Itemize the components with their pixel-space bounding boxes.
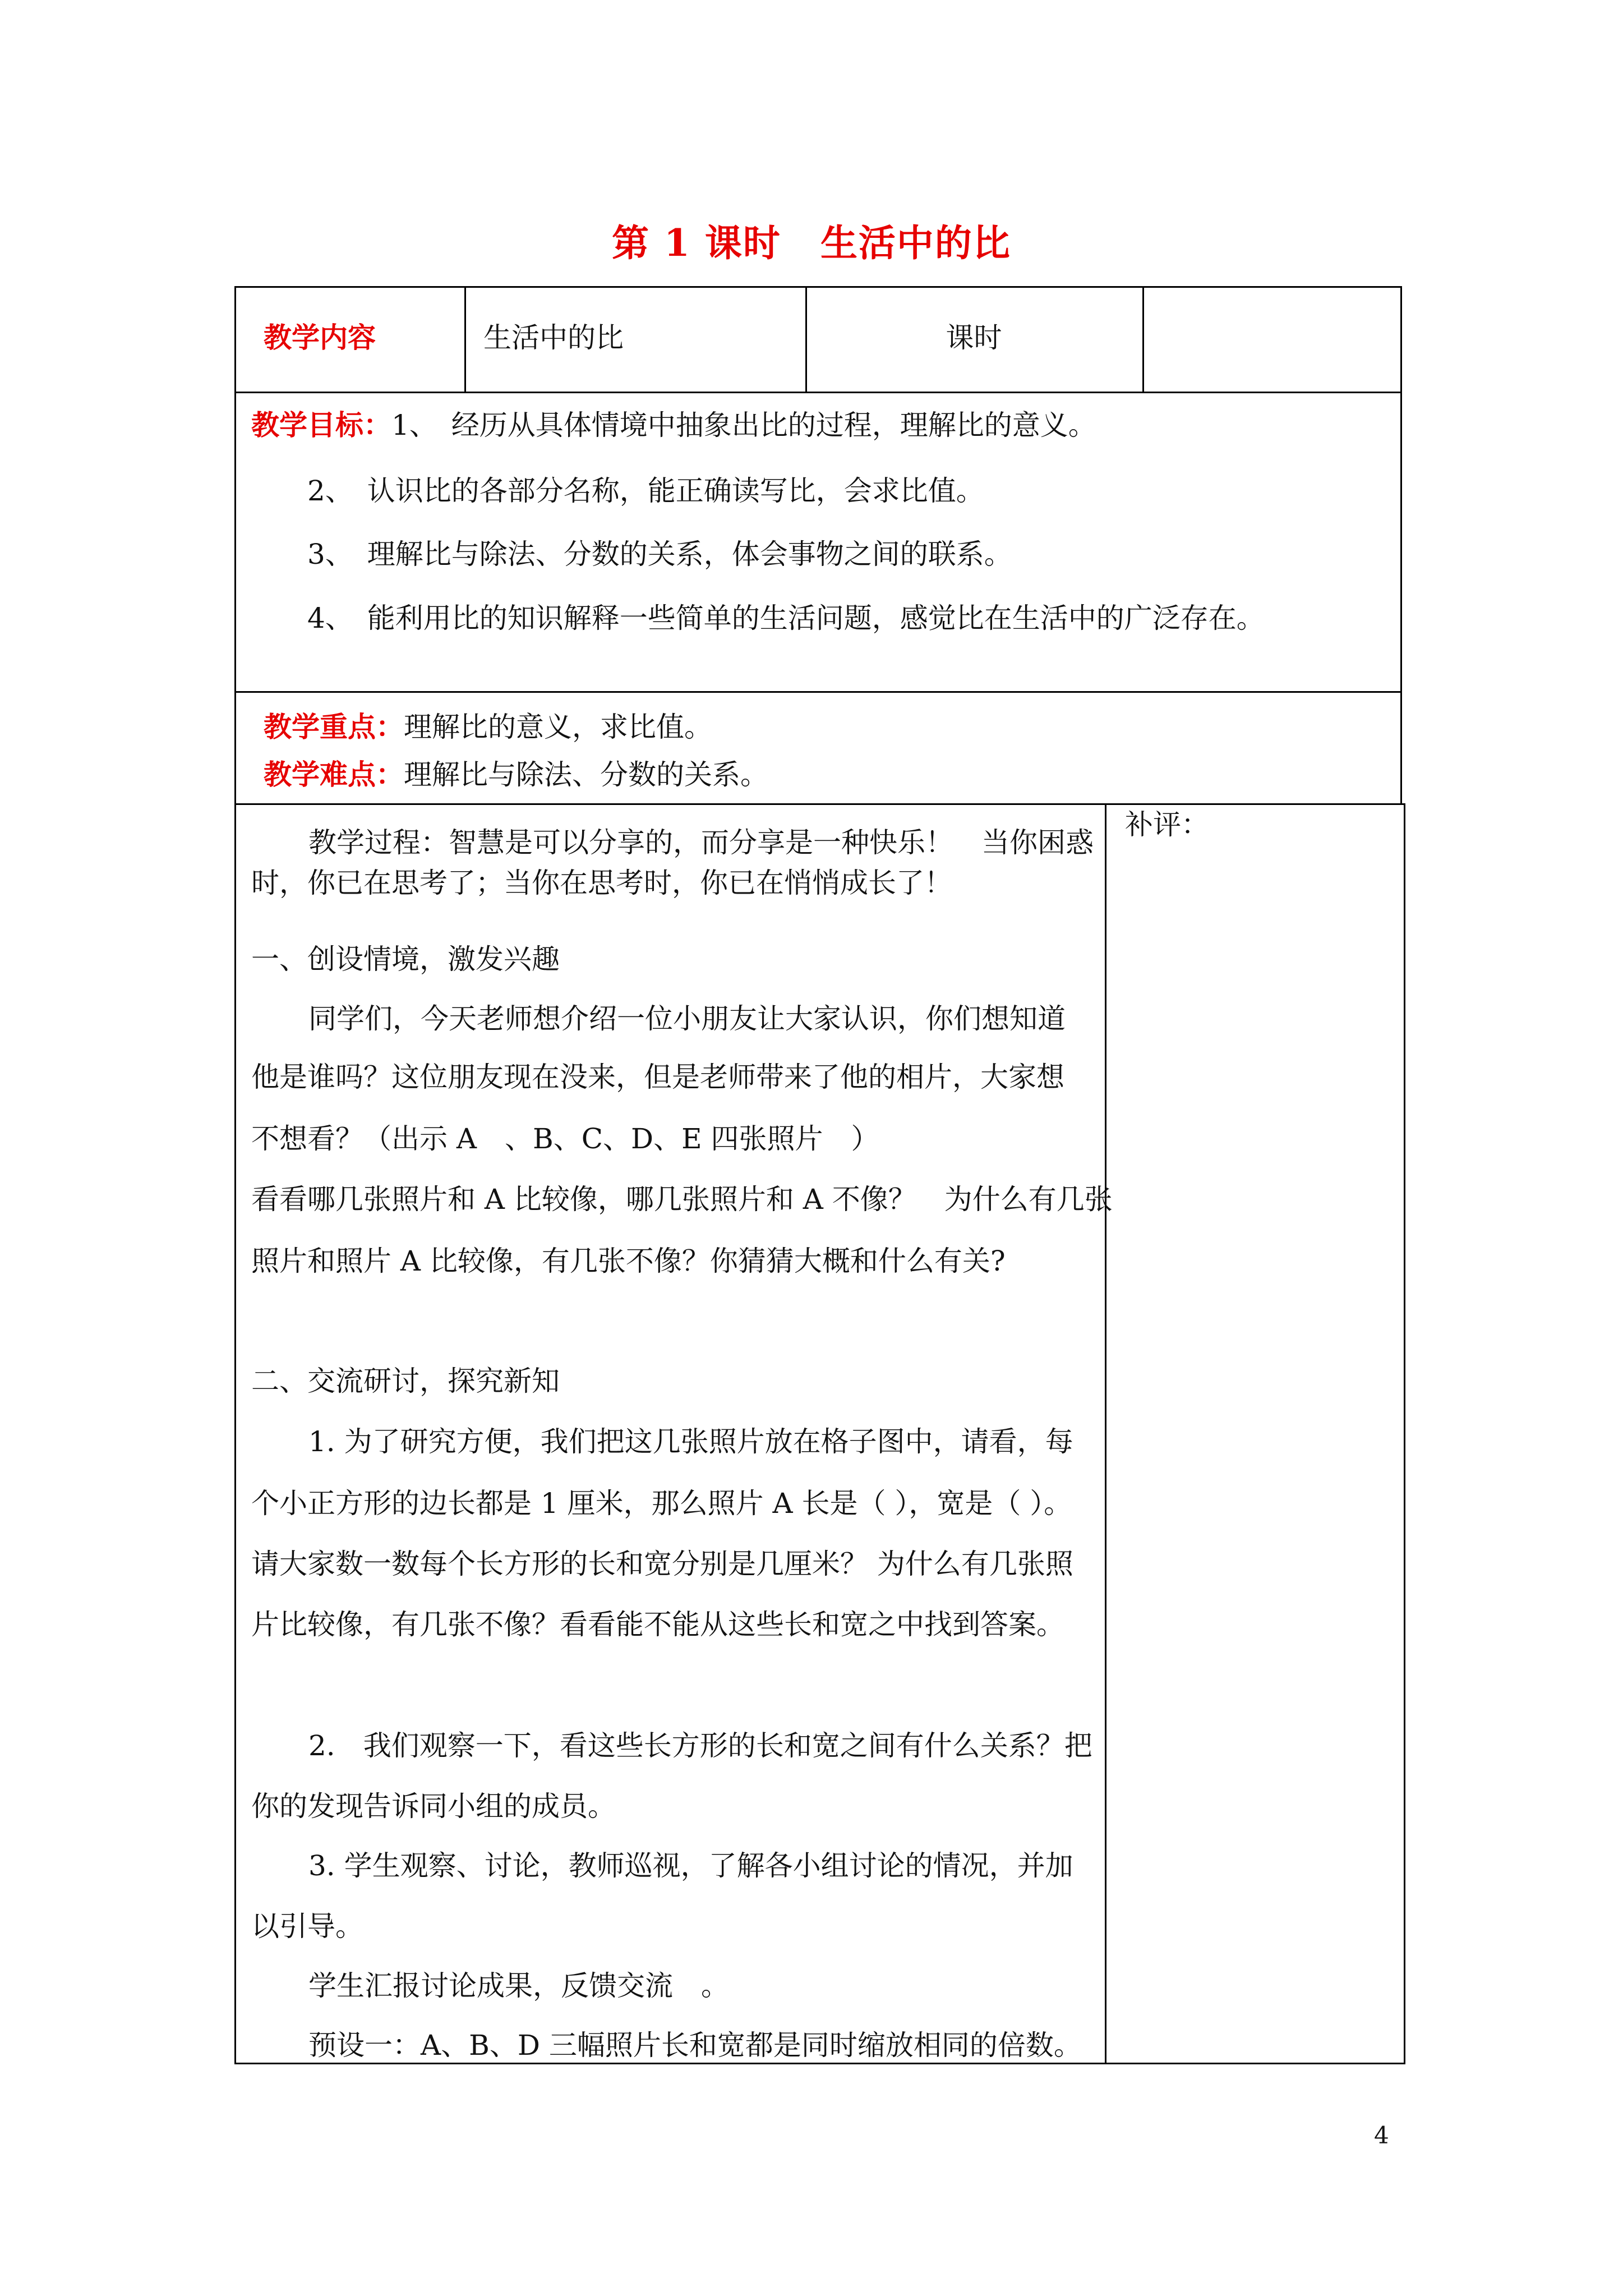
process-line: 2. 我们观察一下，看这些长方形的长和宽之间有什么关系？把: [308, 1729, 1092, 1762]
process-line: 同学们，今天老师想介绍一位小朋友让大家认识，你们想知道: [308, 1002, 1066, 1035]
process-line: 请大家数一数每个长方形的长和宽分别是几厘米？ 为什么有几张照: [251, 1548, 1073, 1580]
process-line: 照片和照片 A 比较像，有几张不像？你猜猜大概和什么有关?: [251, 1245, 1006, 1277]
objective-line-2: 2、 认识比的各部分名称，能正确读写比，会求比值。: [307, 475, 984, 507]
difficulty-label: 教学难点：: [264, 758, 404, 791]
process-line: 教学过程：智慧是可以分享的，而分享是一种快乐！ 当你困惑: [308, 826, 1094, 859]
objective-line-3: 3、 理解比与除法、分数的关系，体会事物之间的联系。: [307, 538, 1012, 570]
page-number: 4: [1374, 2122, 1389, 2149]
objective-line-1: 教学目标：1、 经历从具体情境中抽象出比的过程，理解比的意义。: [251, 408, 1096, 441]
process-line: 片比较像，有几张不像？看看能不能从这些长和宽之中找到答案。: [251, 1608, 1064, 1641]
focus-value: 理解比的意义，求比值。: [404, 711, 712, 743]
comment-label: 补评：: [1125, 808, 1209, 841]
page-title: [0, 213, 1623, 266]
process-line: 时，你已在思考了；当你在思考时，你已在悄悄成长了！: [251, 867, 952, 899]
process-line: 预设一：A、B、D 三幅照片长和宽都是同时缩放相同的倍数。: [308, 2029, 1082, 2062]
focus-line: [264, 710, 712, 744]
process-line: 3. 学生观察、讨论，教师巡视，了解各小组讨论的情况，并加: [308, 1849, 1073, 1882]
process-line: 他是谁吗？这位朋友现在没来，但是老师带来了他的相片，大家想: [251, 1061, 1064, 1093]
focus-label: 教学重点：: [264, 710, 404, 743]
objective-line-4: 4、 能利用比的知识解释一些简单的生活问题，感觉比在生活中的广泛存在。: [307, 602, 1265, 634]
process-line: 学生汇报讨论成果，反馈交流 。: [308, 1970, 729, 2002]
section-heading: 二、交流研讨，探究新知: [251, 1365, 560, 1397]
section-heading: 一、创设情境，激发兴趣: [251, 943, 560, 976]
difficulty-line: [264, 758, 768, 792]
content-value: 生活中的比: [483, 321, 624, 354]
period-label: 课时: [946, 321, 1002, 354]
process-line: 看看哪几张照片和 A 比较像，哪几张照片和 A 不像？ 为什么有几张: [251, 1183, 1113, 1216]
process-line: 以引导。: [251, 1910, 363, 1943]
content-label: 教学内容: [264, 321, 376, 354]
lesson-name: 生活中的比: [820, 221, 1011, 265]
objectives-label: 教学目标：: [251, 408, 391, 441]
process-line: 个小正方形的边长都是 1 厘米，那么照片 A 长是（ ），宽是（ ）。: [251, 1487, 1072, 1520]
process-line: 你的发现告诉同小组的成员。: [251, 1790, 616, 1823]
process-line: 1. 为了研究方便，我们把这几张照片放在格子图中，请看，每: [308, 1425, 1073, 1458]
difficulty-value: 理解比与除法、分数的关系。: [404, 758, 768, 791]
process-line: 不想看？（出示 A 、B、C、D、E 四张照片 ）: [251, 1122, 879, 1155]
lesson-number: 第 1 课时: [612, 221, 781, 265]
